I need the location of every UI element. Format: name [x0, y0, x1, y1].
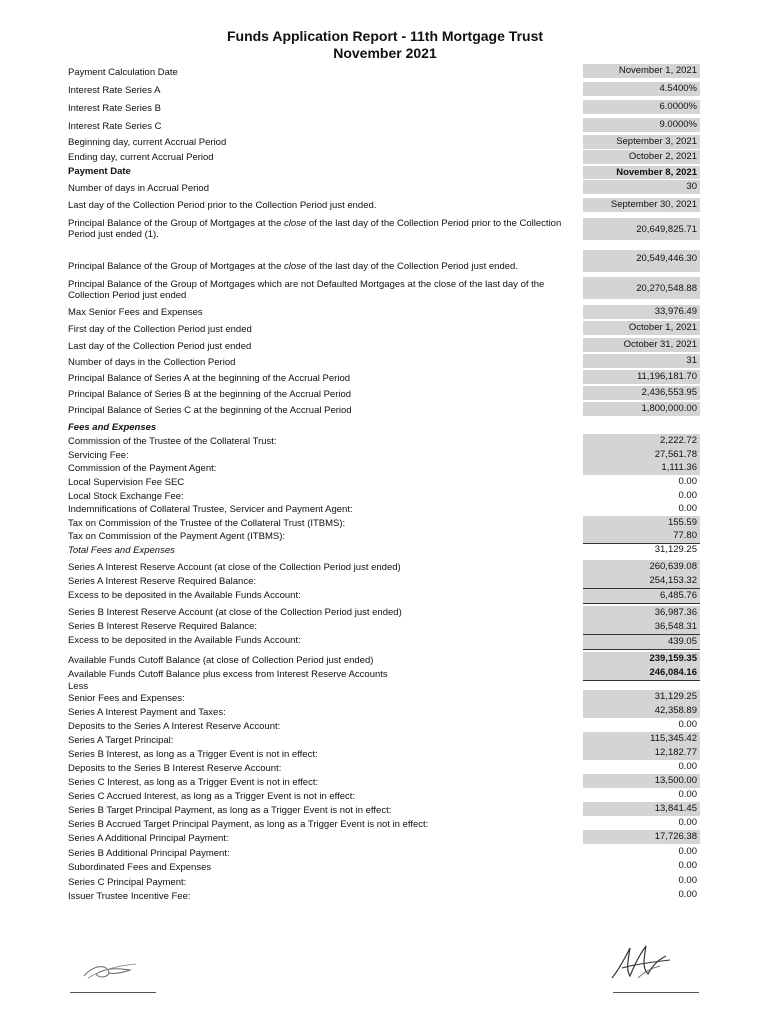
- row-label: Deposits to the Series A Interest Reserve Account:: [68, 721, 281, 732]
- row-value: 260,639.08: [583, 560, 700, 574]
- row-label: Indemnifications of Collateral Trustee, Servicer and Payment Agent:: [68, 504, 353, 515]
- row-value: 13,500.00: [583, 774, 700, 788]
- left-signature: [78, 958, 148, 984]
- row-label: Principal Balance of the Group of Mortgages at the close of the last day of the Collection Period prior to the Collection Period just ended (1).: [68, 218, 562, 240]
- left-signature-line: [70, 992, 156, 993]
- row-value: 4.5400%: [583, 82, 700, 96]
- row-label: Payment Date: [68, 166, 131, 177]
- row-label: Principal Balance of Series A at the beginning of the Accrual Period: [68, 373, 351, 384]
- row-value: 30: [583, 180, 700, 194]
- row-label: Deposits to the Series B Interest Reserve Account:: [68, 763, 282, 774]
- row-value: 0.00: [678, 503, 697, 515]
- row-value: 0.00: [678, 489, 697, 501]
- row-value: 33,976.49: [583, 305, 700, 319]
- row-label: Tax on Commission of the Payment Agent (ITBMS):: [68, 531, 286, 542]
- row-label: Max Senior Fees and Expenses: [68, 307, 203, 318]
- row-label: Series B Interest Reserve Required Balance:: [68, 621, 258, 632]
- row-label: Series B Accrued Target Principal Payment, as long as a Trigger Event is not in effect:: [68, 819, 429, 830]
- row-label: Servicing Fee:: [68, 450, 129, 461]
- row-value: 0.00: [678, 789, 697, 800]
- row-label: First day of the Collection Period just ended: [68, 324, 252, 335]
- row-value: 36,987.36: [583, 606, 700, 620]
- row-label: Commission of the Payment Agent:: [68, 463, 217, 474]
- row-label: Series C Principal Payment:: [68, 877, 187, 888]
- row-value: 27,561.78: [583, 448, 700, 462]
- row-label: Series A Additional Principal Payment:: [68, 833, 229, 844]
- row-value: 6,485.76: [583, 588, 700, 604]
- row-label: Commission of the Trustee of the Collateral Trust:: [68, 436, 277, 447]
- row-value: 0.00: [678, 875, 697, 886]
- row-value: 0.00: [678, 719, 697, 730]
- row-label: Tax on Commission of the Trustee of the Collateral Trust (ITBMS):: [68, 518, 346, 529]
- right-signature-line: [613, 992, 699, 993]
- row-label: Interest Rate Series C: [68, 121, 162, 132]
- row-value: October 1, 2021: [583, 321, 700, 335]
- row-value: 42,358.89: [583, 704, 700, 718]
- row-label: Number of days in the Collection Period: [68, 357, 236, 368]
- row-value: 239,159.35: [583, 652, 700, 667]
- row-value: 77.80: [583, 529, 700, 544]
- row-label: Excess to be deposited in the Available Funds Account:: [68, 590, 301, 601]
- row-label: Series B Interest, as long as a Trigger Event is not in effect:: [68, 749, 318, 760]
- row-label: Series B Interest Reserve Account (at close of the Collection Period just ended): [68, 607, 402, 618]
- row-label: Less: [68, 681, 89, 692]
- row-label: Subordinated Fees and Expenses: [68, 862, 212, 873]
- row-label: Series B Target Principal Payment, as long as a Trigger Event is not in effect:: [68, 805, 392, 816]
- row-value: October 2, 2021: [583, 150, 700, 164]
- row-label: Ending day, current Accrual Period: [68, 152, 214, 163]
- row-value: 0.00: [678, 846, 697, 857]
- row-label: Series B Additional Principal Payment:: [68, 848, 230, 859]
- row-value: 12,182.77: [583, 746, 700, 760]
- row-value: 439.05: [583, 634, 700, 650]
- row-label: Beginning day, current Accrual Period: [68, 137, 227, 148]
- row-value: 17,726.38: [583, 830, 700, 844]
- row-label: Available Funds Cutoff Balance plus excess from Interest Reserve Accounts: [68, 669, 388, 680]
- row-label: Principal Balance of the Group of Mortgages at the close of the last day of the Collection Period just ended.: [68, 261, 518, 272]
- row-label: Interest Rate Series A: [68, 85, 161, 96]
- row-label: Issuer Trustee Incentive Fee:: [68, 891, 191, 902]
- row-value: 0.00: [678, 761, 697, 772]
- row-label: Principal Balance of the Group of Mortgages which are not Defaulted Mortgages at the close of the last day of the Collection Period just ended: [68, 279, 545, 301]
- row-value: 31,129.25: [583, 690, 700, 704]
- row-value: 31: [583, 354, 700, 368]
- row-value: October 31, 2021: [583, 338, 700, 352]
- row-label: Series C Accrued Interest, as long as a Trigger Event is not in effect:: [68, 791, 356, 802]
- row-label: Senior Fees and Expenses:: [68, 693, 185, 704]
- row-label: Series A Interest Reserve Account (at close of the Collection Period just ended): [68, 562, 401, 573]
- row-label: Interest Rate Series B: [68, 103, 161, 114]
- row-value: September 3, 2021: [583, 135, 700, 149]
- row-label: Principal Balance of Series B at the beginning of the Accrual Period: [68, 389, 352, 400]
- row-label: Local Stock Exchange Fee:: [68, 491, 184, 502]
- row-value: 0.00: [678, 860, 697, 871]
- row-label: Total Fees and Expenses: [68, 545, 175, 556]
- row-label: Payment Calculation Date: [68, 67, 178, 78]
- row-value: 20,549,446.30: [583, 250, 700, 272]
- row-label: Last day of the Collection Period prior to the Collection Period just ended.: [68, 200, 377, 211]
- row-value: 1,800,000.00: [583, 402, 700, 416]
- row-value: 2,222.72: [583, 434, 700, 448]
- row-value: 13,841.45: [583, 802, 700, 816]
- row-value: 6.0000%: [583, 100, 700, 114]
- row-value: 115,345.42: [583, 732, 700, 746]
- row-label: Number of days in Accrual Period: [68, 183, 209, 194]
- row-label: Available Funds Cutoff Balance (at close of Collection Period just ended): [68, 655, 374, 666]
- row-label: Fees and Expenses: [68, 422, 157, 433]
- row-value: September 30, 2021: [583, 198, 700, 212]
- row-value: 20,649,825.71: [583, 218, 700, 240]
- row-value: 9.0000%: [583, 118, 700, 132]
- row-value: 36,548.31: [583, 620, 700, 634]
- row-label: Series C Interest, as long as a Trigger Event is not in effect:: [68, 777, 319, 788]
- row-label: Local Supervision Fee SEC: [68, 477, 185, 488]
- row-label: Series A Interest Payment and Taxes:: [68, 707, 226, 718]
- row-value: 11,196,181.70: [583, 370, 700, 384]
- row-value: 0.00: [678, 476, 697, 487]
- row-label: Principal Balance of Series C at the beginning of the Accrual Period: [68, 405, 352, 416]
- row-value: 2,436,553.95: [583, 386, 700, 400]
- row-value: 20,270,548.88: [583, 277, 700, 299]
- right-signature: [608, 938, 678, 984]
- report-title: Funds Application Report - 11th Mortgage Trust: [226, 28, 544, 44]
- row-value: 0.00: [678, 817, 697, 828]
- row-value: 1,111.36: [583, 461, 700, 475]
- row-value: 246,084.16: [583, 666, 700, 681]
- row-value: November 1, 2021: [583, 64, 700, 78]
- row-value: 254,153.32: [583, 574, 700, 588]
- row-label: Last day of the Collection Period just ended: [68, 341, 252, 352]
- row-value: 0.00: [678, 889, 697, 900]
- row-label: Excess to be deposited in the Available Funds Account:: [68, 635, 301, 646]
- row-value: November 8, 2021: [583, 166, 700, 179]
- row-label: Series A Interest Reserve Required Balance:: [68, 576, 256, 587]
- row-value: 155.59: [583, 516, 700, 530]
- row-value: 31,129.25: [654, 544, 697, 555]
- report-subtitle: November 2021: [333, 45, 437, 61]
- row-label: Series A Target Principal:: [68, 735, 174, 746]
